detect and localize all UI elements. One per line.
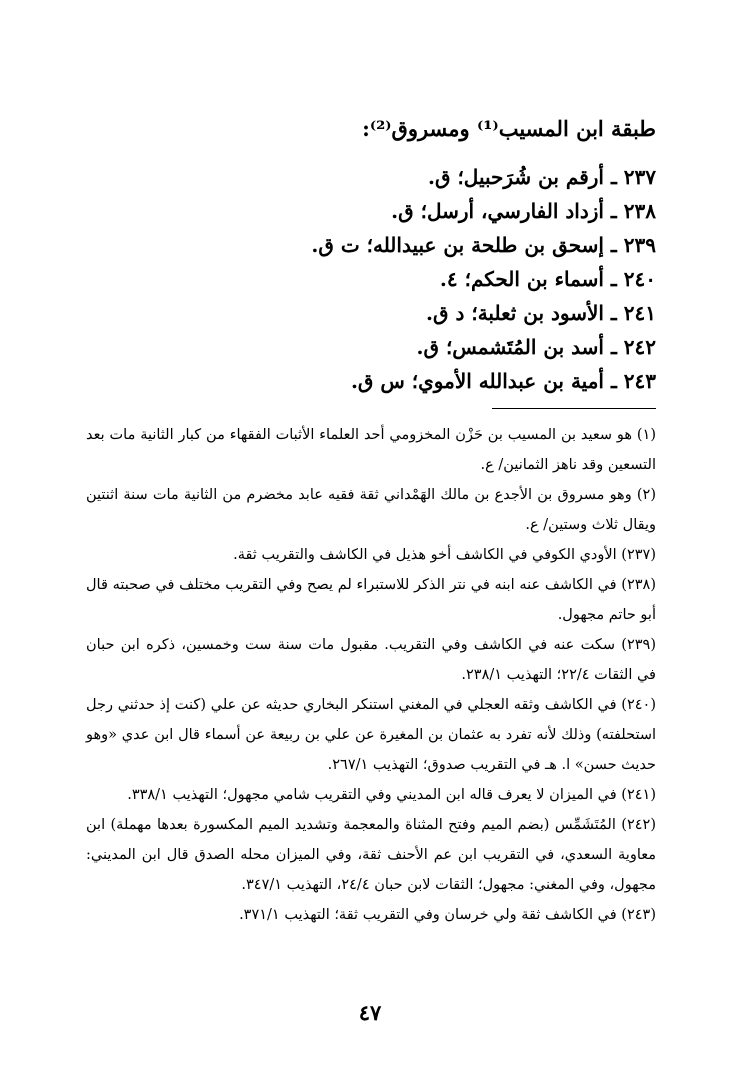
- footnote-240: (٢٤٠) في الكاشف وثقه العجلي في المغني استنكر البخاري حديثه عن علي (كنت إذ حدثني رجل استحلفته) وذلك لأنه تفرد به عثمان بن المغيرة عن علي بن ربيعة عن أسماء قال ابن عدي «وهو حديث حسن» ا. هـ في التقريب صدوق؛ التهذيب ٢٦٧/١.: [86, 697, 656, 773]
- footnote-242: (٢٤٢) المُتَشَمِّس (بضم الميم وفتح المثناة والمعجمة وتشديد الميم المكسورة بعدها مهملة) ابن معاوية السعدي، في التقريب ابن عم الأحنف ثقة، وفي الميزان محله الصدق قال ابن المديني: مجهول، وفي المغني: مجهول؛ الثقات لابن حبان ٢٤/٤، التهذيب ٣٤٧/١.: [86, 817, 656, 893]
- section-heading: طبقة ابن المسيب⁽¹⁾ ومسروق⁽²⁾:: [362, 116, 656, 141]
- narrator-entry-242: ٢٤٢ ـ أسد بن المُتَشمس؛ ق.: [416, 335, 656, 359]
- page-number: ٤٧: [358, 1000, 382, 1025]
- narrator-entry-238: ٢٣٨ ـ أزداد الفارسي، أرسل؛ ق.: [391, 199, 656, 223]
- narrator-entry-list: [96, 160, 656, 398]
- footnote-1: (١) هو سعيد بن المسيب بن حَزْن المخزومي أحد العلماء الأثبات الفقهاء من كبار الثانية مات بعد التسعين وقد ناهز الثمانين/ ع.: [86, 427, 656, 473]
- narrator-entry-241: ٢٤١ ـ الأسود بن ثعلبة؛ د ق.: [426, 301, 656, 325]
- footnote-237: (٢٣٧) الأودي الكوفي في الكاشف أخو هذيل في الكاشف والتقريب ثقة.: [233, 547, 656, 563]
- footnote-243: (٢٤٣) في الكاشف ثقة ولي خرسان وفي التقريب ثقة؛ التهذيب ٣٧١/١.: [239, 907, 656, 923]
- narrator-entry-243: ٢٤٣ ـ أمية بن عبدالله الأموي؛ س ق.: [350, 369, 656, 393]
- narrator-entry-240: ٢٤٠ ـ أسماء بن الحكم؛ ٤.: [439, 267, 656, 291]
- footnote-238: (٢٣٨) في الكاشف عنه ابنه في نتر الذكر للاستبراء لم يصح وفي التقريب مختلف في صحبته قال أبو حاتم مجهول.: [86, 577, 656, 623]
- footnotes: [86, 420, 656, 930]
- narrator-entry-239: ٢٣٩ ـ إسحق بن طلحة بن عبيدالله؛ ت ق.: [311, 233, 656, 257]
- footnote-2: (٢) وهو مسروق بن الأجدع بن مالك الهَمْداني ثقة فقيه عابد مخضرم من الثانية مات سنة اثنتين ويقال ثلاث وستين/ ع.: [86, 487, 656, 533]
- footnote-239: (٢٣٩) سكت عنه في الكاشف وفي التقريب. مقبول مات سنة ست وخمسين، ذكره ابن حبان في الثقات ٢٢/٤؛ التهذيب ٢٣٨/١.: [86, 637, 656, 683]
- footnote-241: (٢٤١) في الميزان لا يعرف قاله ابن المديني وفي التقريب شامي مجهول؛ التهذيب ٣٣٨/١.: [127, 787, 656, 803]
- narrator-entry-237: ٢٣٧ ـ أرقم بن شُرَحبيل؛ ق.: [428, 165, 656, 189]
- footnote-divider: [492, 408, 656, 409]
